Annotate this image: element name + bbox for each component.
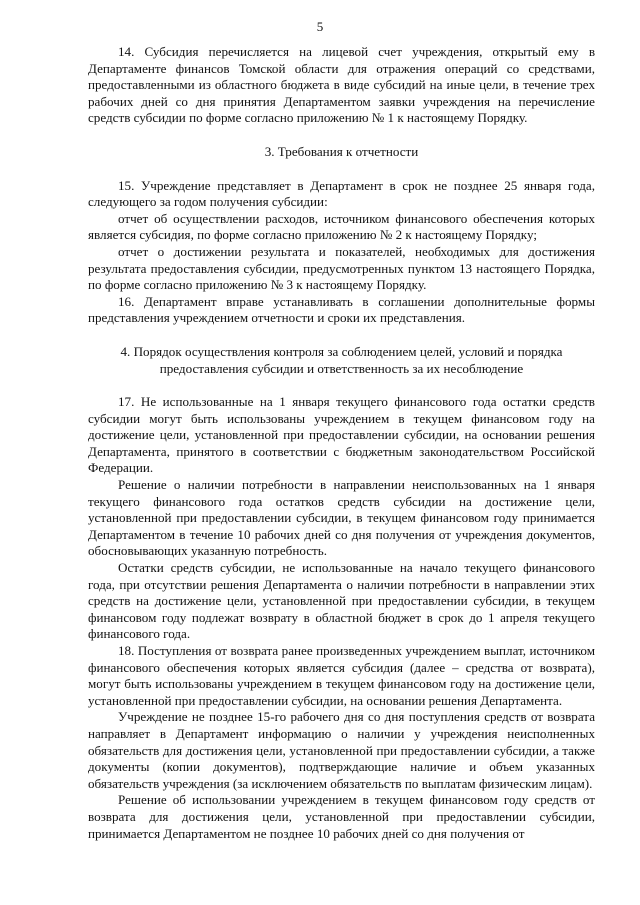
document-body: [88, 44, 595, 842]
section-heading-3: 3. Требования к отчетности: [264, 143, 419, 159]
paragraph-18-information: Учреждение не позднее 15-го рабочего дня со дня поступления средств от возврата направляет в Департамент информацию о наличии у учреждения неисполненных обязательств для достижения цели, установленной при предоставлении субсидии, а также документы (копии документов), подтверждающие наличие и объем указанных обязательств учреждения (за исключением обязательств по выплатам физическим лицам).: [88, 709, 595, 791]
paragraph-18-decision: Решение об использовании учреждением в текущем финансовом году средств от возврата для достижения цели, установленной при предоставлении субсидии, принимается Департаментом не позднее 10 рабочих дней со дня получения от: [88, 792, 595, 841]
page-number: 5: [316, 19, 324, 34]
paragraph-15-report-expenses: отчет об осуществлении расходов, источником финансового обеспечения которых является субсидия, по форме согласно приложению № 2 к настоящему Порядку;: [88, 210, 595, 243]
paragraph-17: 17. Не использованные на 1 января текущего финансового года остатки средств субсидии могут быть использованы учреждением в текущем финансовом году на достижение цели, установленной при предоставлении субсидии, на основании решения Департамента, принятого в соответствии с бюджетным законодательством Российской Федерации.: [88, 394, 595, 476]
paragraph-15: 15. Учреждение представляет в Департамент в срок не позднее 25 января года, следующего за годом получения субсидии:: [88, 177, 595, 210]
paragraph-18: 18. Поступления от возврата ранее произведенных учреждением выплат, источником финансового обеспечения которых является субсидия (далее – средства от возврата), могут быть использованы учреждением в текущем финансовом году на достижение цели, установленной при предоставлении субсидии, на основании решения Департамента.: [88, 643, 595, 708]
paragraph-17-remainders: Остатки средств субсидии, не использованные на начало текущего финансового года, при отсутствии решения Департамента о наличии потребности в направлении этих средств на достижение цели, установленной при предоставлении субсидии, в текущем финансовом году подлежат возврату в областной бюджет в срок до 1 апреля текущего финансового года.: [88, 560, 595, 642]
paragraph-14: 14. Субсидия перечисляется на лицевой счет учреждения, открытый ему в Департаменте финансов Томской области для отражения операций со средствами, предоставленными из областного бюджета в виде субсидий на иные цели, в течение трех рабочих дней со дня принятия Департаментом заявки учреждения на перечисление средств субсидии по форме согласно приложению № 1 к настоящему Порядку.: [88, 44, 595, 126]
paragraph-15-report-results: отчет о достижении результата и показателей, необходимых для достижения результата предоставления субсидии, предусмотренных пунктом 13 настоящего Порядка, по форме согласно приложению № 3 к настоящему Порядку.: [88, 243, 595, 293]
paragraph-17-decision: Решение о наличии потребности в направлении неиспользованных на 1 января текущего финансового года остатков средств субсидии на достижение цели, установленной при предоставлении субсидии, в текущем финансовом году принимается Департаментом в течение 10 рабочих дней со дня получения от учреждения документов, обосновывающих указанную потребность.: [88, 477, 595, 559]
section-heading-4: 4. Порядок осуществления контроля за соблюдением целей, условий и порядка предоставления субсидии и ответственность за их несоблюдение: [120, 343, 563, 376]
paragraph-16: 16. Департамент вправе устанавливать в соглашении дополнительные формы представления учреждением отчетности и сроки их представления.: [88, 293, 595, 326]
